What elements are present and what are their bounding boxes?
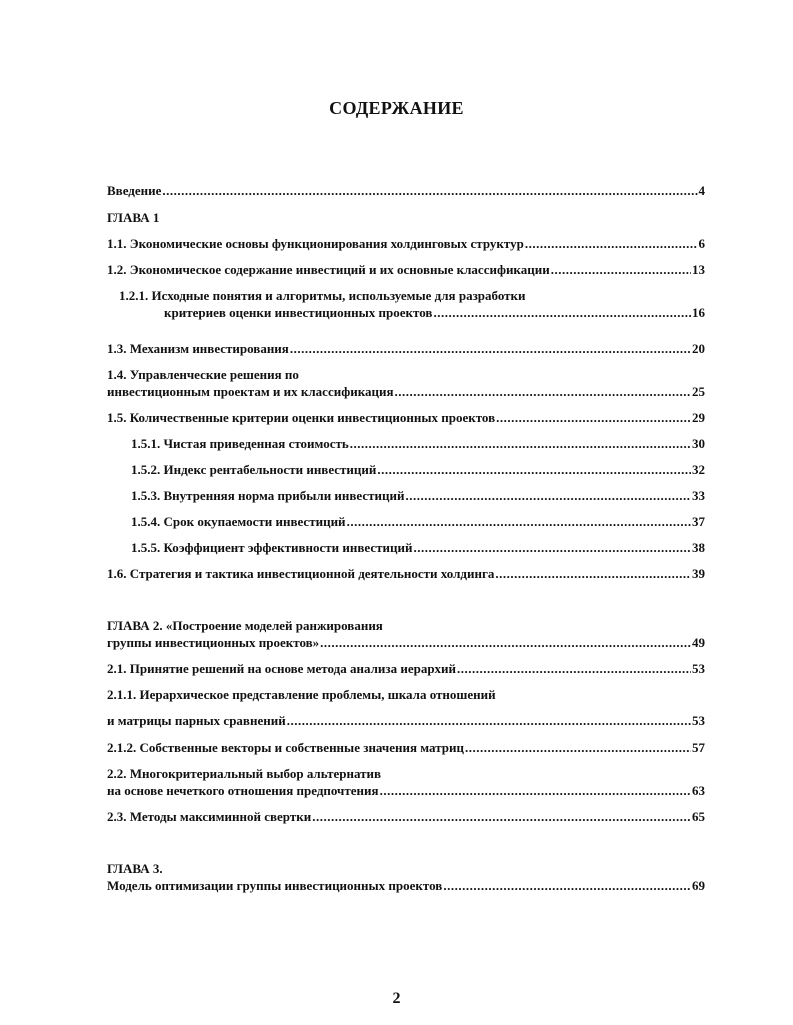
toc-entry-page: 20 xyxy=(692,341,705,356)
toc-entry-page: 37 xyxy=(692,514,705,529)
toc-entry-label: 2.1.2. Собственные векторы и собственные значения матриц xyxy=(107,740,464,755)
leader-dots xyxy=(495,566,691,582)
toc-entry-page: 4 xyxy=(698,183,705,198)
leader-dots xyxy=(162,183,697,199)
toc-entry-page: 69 xyxy=(692,878,705,893)
toc-entry-2-2[interactable] xyxy=(107,783,705,799)
leader-dots xyxy=(413,540,691,556)
leader-dots xyxy=(405,488,691,504)
toc-entry-label: 1.5.2. Индекс рентабельности инвестиций xyxy=(131,462,377,477)
toc-entry-label: на основе нечеткого отношения предпочтения xyxy=(107,783,379,798)
toc-entry-1-5-2[interactable] xyxy=(131,462,705,478)
toc-entry-page: 53 xyxy=(692,661,705,676)
toc-entry-page: 53 xyxy=(692,713,705,728)
toc-entry-page: 49 xyxy=(692,635,705,650)
toc-entry-label: 1.5.4. Срок окупаемости инвестиций xyxy=(131,514,346,529)
toc-entry-1-5-5[interactable] xyxy=(131,540,705,556)
chapter-3-heading: ГЛАВА 3. xyxy=(107,861,163,876)
leader-dots xyxy=(290,341,691,357)
toc-entry-page: 38 xyxy=(692,540,705,555)
toc-entry-1-5-3[interactable] xyxy=(131,488,705,504)
toc-entry-page: 39 xyxy=(692,566,705,581)
toc-entry-1-2-1[interactable] xyxy=(164,305,705,321)
toc-entry-label: 1.5.5. Коэффициент эффективности инвестиций xyxy=(131,540,413,555)
page-title: СОДЕРЖАНИЕ xyxy=(329,98,464,118)
toc-entry-2-3[interactable] xyxy=(107,809,705,825)
toc-entry-page: 6 xyxy=(698,236,705,251)
toc-entry-1-5-4[interactable] xyxy=(131,514,705,530)
leader-dots xyxy=(380,783,691,799)
toc-entry-label: группы инвестиционных проектов» xyxy=(107,635,320,650)
toc-entry-1-4-line1: 1.4. Управленческие решения по xyxy=(107,367,299,382)
toc-entry-label: 2.3. Методы максиминной свертки xyxy=(107,809,312,824)
toc-entry-introduction[interactable] xyxy=(107,183,705,199)
toc-entry-label: критериев оценки инвестиционных проектов xyxy=(164,305,433,320)
leader-dots xyxy=(347,514,691,530)
toc-entry-1-4[interactable] xyxy=(107,384,705,400)
toc-entry-2-1[interactable] xyxy=(107,661,705,677)
leader-dots xyxy=(443,878,691,894)
leader-dots xyxy=(457,661,691,677)
toc-entry-2-1-1-line1: 2.1.1. Иерархическое представление проблемы, шкала отношений xyxy=(107,687,496,702)
leader-dots xyxy=(312,809,691,825)
toc-entry-label: 1.2. Экономическое содержание инвестиций и их основные классификации xyxy=(107,262,550,277)
toc-entry-1-3[interactable] xyxy=(107,341,705,357)
toc-entry-chapter-3[interactable] xyxy=(107,878,705,894)
page-number: 2 xyxy=(392,990,401,1007)
toc-entry-page: 57 xyxy=(692,740,705,755)
chapter-2-heading: ГЛАВА 2. «Построение моделей ранжирования xyxy=(107,618,383,633)
toc-entry-label: 1.1. Экономические основы функционирования холдинговых структур xyxy=(107,236,524,251)
toc-entry-page: 63 xyxy=(692,783,705,798)
leader-dots xyxy=(525,236,698,252)
leader-dots xyxy=(320,635,691,651)
toc-entry-page: 13 xyxy=(692,262,705,277)
toc-entry-page: 33 xyxy=(692,488,705,503)
toc-entry-1-2[interactable] xyxy=(107,262,705,278)
leader-dots xyxy=(350,436,691,452)
toc-entry-label: 2.1. Принятие решений на основе метода анализа иерархий xyxy=(107,661,457,676)
toc-entry-label: 1.5.3. Внутренняя норма прибыли инвестиций xyxy=(131,488,405,503)
toc-entry-1-6[interactable] xyxy=(107,566,705,582)
toc-entry-label: и матрицы парных сравнений xyxy=(107,713,286,728)
toc-entry-page: 29 xyxy=(692,410,705,425)
toc-entry-label: 1.5.1. Чистая приведенная стоимость xyxy=(131,436,349,451)
toc-entry-2-1-1[interactable] xyxy=(107,713,705,729)
leader-dots xyxy=(465,740,691,756)
toc-entry-label: Введение xyxy=(107,183,162,198)
toc-entry-label: инвестиционным проектам и их классификация xyxy=(107,384,394,399)
toc-entry-label: Модель оптимизации группы инвестиционных проектов xyxy=(107,878,443,893)
leader-dots xyxy=(496,410,691,426)
toc-entry-chapter-2[interactable] xyxy=(107,635,705,651)
toc-entry-1-5[interactable] xyxy=(107,410,705,426)
toc-entry-2-2-line1: 2.2. Многокритериальный выбор альтернатив xyxy=(107,766,382,781)
toc-entry-page: 30 xyxy=(692,436,705,451)
toc-entry-label: 1.5. Количественные критерии оценки инвестиционных проектов xyxy=(107,410,496,425)
leader-dots xyxy=(395,384,691,400)
toc-entry-1-5-1[interactable] xyxy=(131,436,705,452)
toc-entry-label: 1.6. Стратегия и тактика инвестиционной деятельности холдинга xyxy=(107,566,495,581)
leader-dots xyxy=(287,713,691,729)
chapter-1-heading: ГЛАВА 1 xyxy=(107,210,160,225)
leader-dots xyxy=(433,305,691,321)
leader-dots xyxy=(377,462,691,478)
leader-dots xyxy=(551,262,691,278)
toc-entry-1-1[interactable] xyxy=(107,236,705,252)
toc-entry-page: 32 xyxy=(692,462,705,477)
toc-entry-label: 1.3. Механизм инвестирования xyxy=(107,341,289,356)
toc-entry-2-1-2[interactable] xyxy=(107,740,705,756)
toc-entry-1-2-1-line1: 1.2.1. Исходные понятия и алгоритмы, используемые для разработки xyxy=(119,288,526,303)
toc-entry-page: 65 xyxy=(692,809,705,824)
toc-entry-page: 16 xyxy=(692,305,705,320)
toc-entry-page: 25 xyxy=(692,384,705,399)
